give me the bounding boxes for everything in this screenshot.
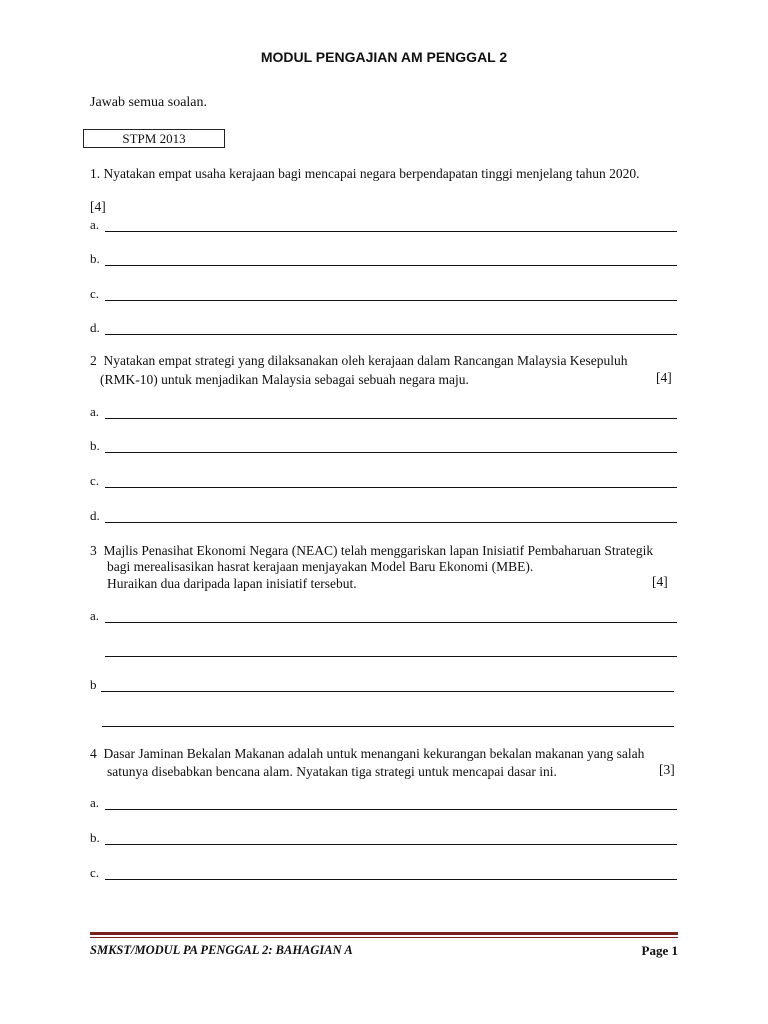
question-text-line1: Nyatakan empat strategi yang dilaksanakan oleh kerajaan dalam Rancangan Malaysia Kesepuluh: [103, 353, 628, 368]
answer-rule: [105, 622, 677, 623]
answer-label: b.: [90, 251, 100, 266]
answer-rule: [105, 879, 677, 880]
question-text-line1: Dasar Jaminan Bekalan Makanan adalah untuk menangani kekurangan bekalan makanan yang salah: [103, 746, 645, 761]
answer-line[interactable]: [90, 321, 680, 337]
page-title: MODUL PENGAJIAN AM PENGGAL 2: [260, 49, 508, 65]
question-number: 3: [90, 543, 97, 558]
answer-label: b: [90, 677, 97, 692]
answer-line[interactable]: [90, 252, 680, 268]
answer-line[interactable]: [90, 405, 680, 421]
answer-line[interactable]: [90, 678, 680, 694]
question-marks: [4]: [652, 574, 668, 589]
answer-line-continuation[interactable]: [90, 643, 680, 659]
question-text-line1: Majlis Penasihat Ekonomi Negara (NEAC) telah menggariskan lapan Inisiatif Pembaharuan Strategik: [103, 543, 654, 558]
instruction-text: Jawab semua soalan.: [90, 95, 208, 110]
question-marks: [4]: [90, 199, 106, 214]
answer-label: a.: [90, 795, 100, 810]
answer-rule: [102, 726, 674, 727]
question-marks: [3]: [659, 762, 675, 777]
question-3-line2: bagi merealisasikan hasrat kerajaan menjayakan Model Baru Ekonomi (MBE).: [107, 559, 534, 574]
answer-line[interactable]: [90, 796, 680, 812]
question-3-line3: Huraikan dua daripada lapan inisiatif tersebut.: [107, 576, 357, 591]
footer-divider-thick: [90, 932, 678, 935]
answer-label: c.: [90, 865, 100, 880]
answer-label: d.: [90, 508, 100, 523]
footer-divider-thin: [90, 937, 678, 938]
answer-label: d.: [90, 320, 100, 335]
answer-rule: [105, 487, 677, 488]
answer-rule: [105, 656, 677, 657]
answer-rule: [105, 418, 677, 419]
answer-rule: [105, 844, 677, 845]
question-number: 4: [90, 746, 97, 761]
question-text: Nyatakan empat usaha kerajaan bagi mencapai negara berpendapatan tinggi menjelang tahun 2020.: [103, 166, 640, 181]
question-4: [90, 744, 680, 763]
question-1: [90, 164, 680, 183]
question-2: [90, 351, 680, 370]
answer-rule: [105, 300, 677, 301]
answer-line[interactable]: [90, 218, 680, 234]
answer-line-continuation[interactable]: [90, 713, 680, 729]
answer-line[interactable]: [90, 866, 680, 882]
answer-rule: [105, 522, 677, 523]
answer-line[interactable]: [90, 439, 680, 455]
question-number: 2: [90, 353, 97, 368]
answer-label: a.: [90, 217, 100, 232]
question-number: 1.: [90, 166, 101, 181]
answer-label: b.: [90, 830, 100, 845]
question-2-line2: (RMK-10) untuk menjadikan Malaysia sebagai sebuah negara maju.: [100, 372, 469, 387]
answer-line[interactable]: [90, 287, 680, 303]
answer-line[interactable]: [90, 609, 680, 625]
answer-line[interactable]: [90, 509, 680, 525]
section-label-box: STPM 2013: [83, 129, 225, 148]
question-4-line2: satunya disebabkan bencana alam. Nyatakan tiga strategi untuk mencapai dasar ini.: [107, 764, 557, 779]
answer-line[interactable]: [90, 831, 680, 847]
answer-rule: [105, 452, 677, 453]
answer-label: a.: [90, 404, 100, 419]
answer-label: a.: [90, 608, 100, 623]
answer-rule: [105, 334, 677, 335]
footer-page-number: Page 1: [641, 943, 678, 958]
answer-label: b.: [90, 438, 100, 453]
answer-rule: [105, 231, 677, 232]
answer-label: c.: [90, 286, 100, 301]
answer-rule: [101, 691, 674, 692]
footer-module-label: SMKST/MODUL PA PENGGAL 2: BAHAGIAN A: [90, 943, 353, 957]
answer-rule: [105, 265, 677, 266]
answer-label: c.: [90, 473, 100, 488]
answer-line[interactable]: [90, 474, 680, 490]
question-marks: [4]: [656, 370, 672, 385]
answer-rule: [105, 809, 677, 810]
